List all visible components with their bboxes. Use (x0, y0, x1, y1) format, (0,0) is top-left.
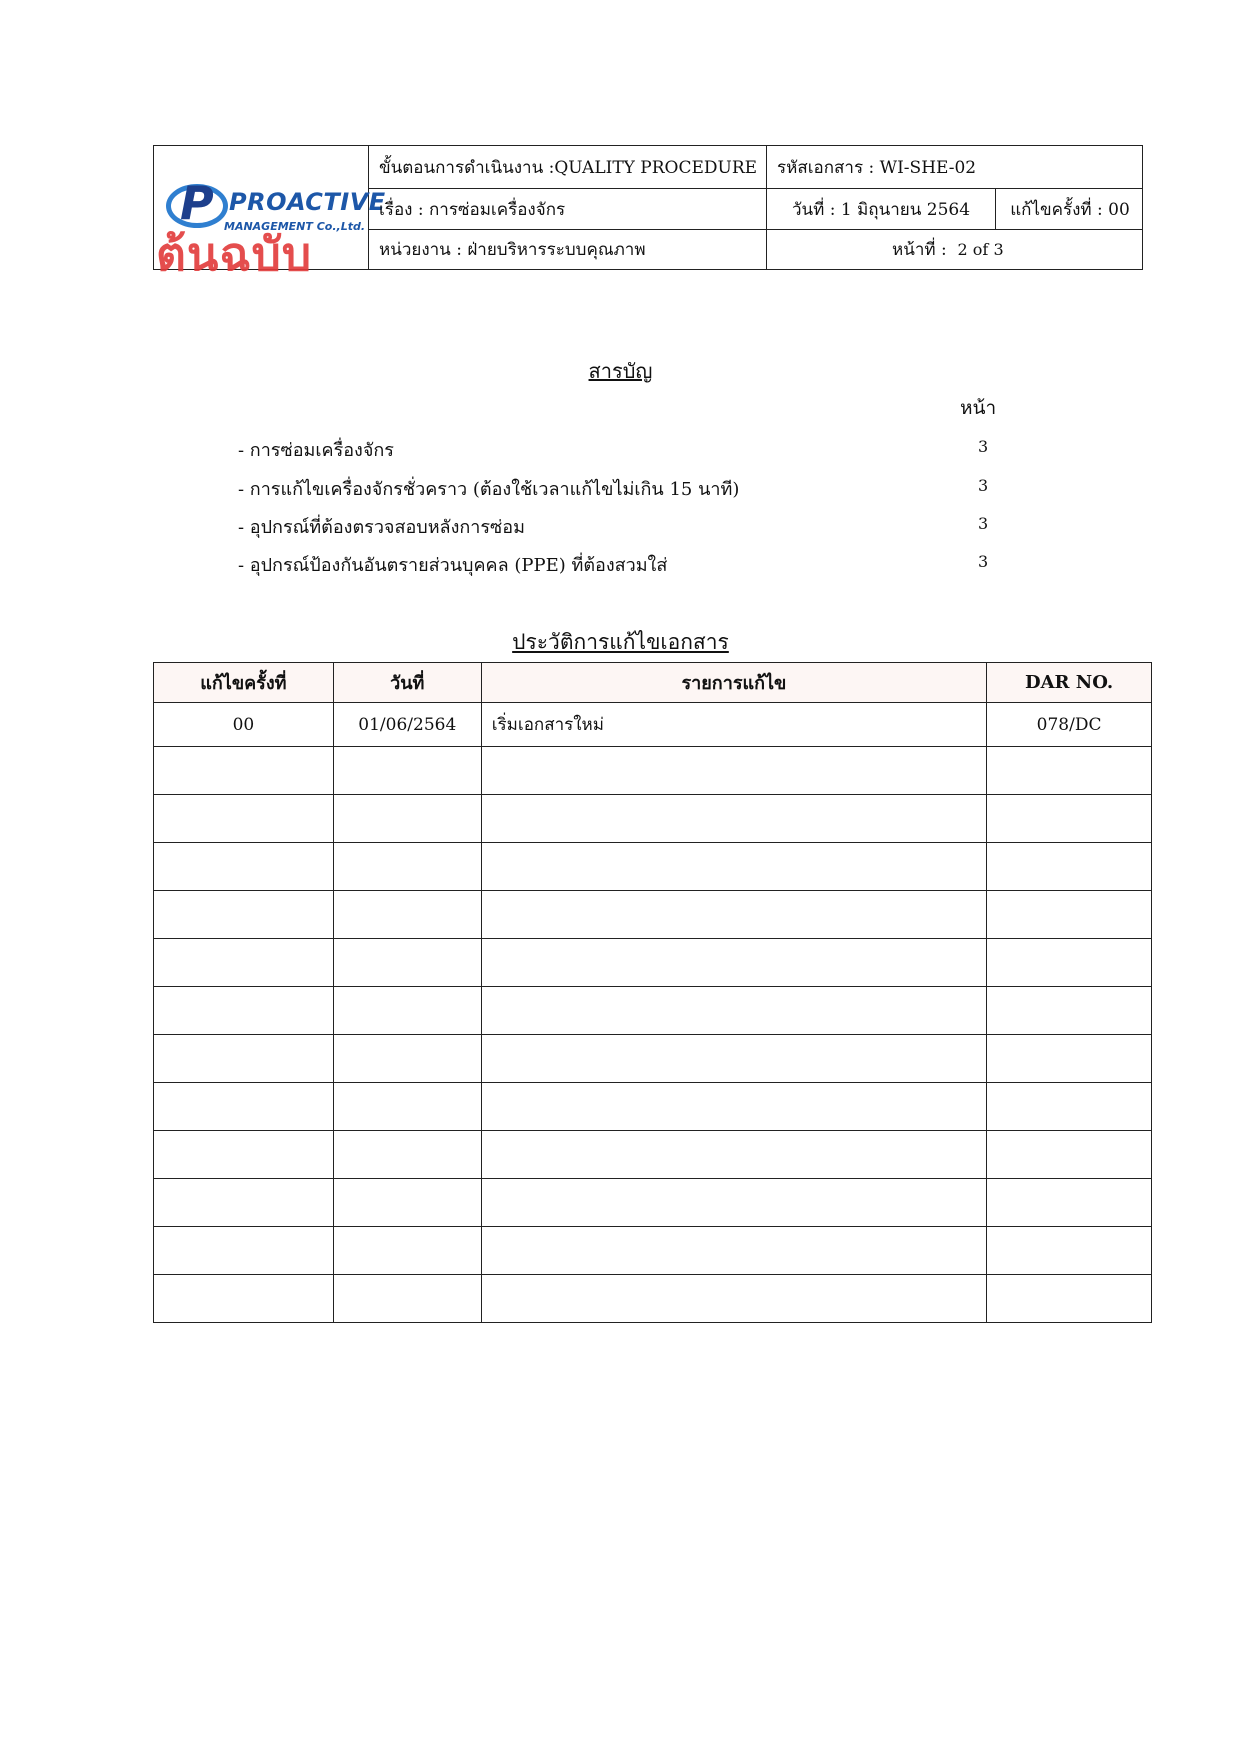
page-number (766, 230, 1144, 269)
table-row (154, 1275, 1152, 1323)
cell-date (333, 1227, 481, 1275)
cell-dar-no (987, 1083, 1152, 1131)
toc-item-page: 3 (978, 476, 989, 495)
revision-history-body (154, 703, 1152, 1323)
table-row (154, 795, 1152, 843)
cell-date (333, 1035, 481, 1083)
revision-history-table (153, 662, 1152, 1323)
column-header-revision: แก้ไขครั้งที่ (154, 663, 334, 703)
cell-date (333, 939, 481, 987)
cell-description (481, 795, 986, 843)
document-header (153, 145, 1143, 281)
toc-page-header: หน้า (960, 397, 997, 419)
table-row (154, 1227, 1152, 1275)
cell-date (333, 795, 481, 843)
cell-revision (154, 1275, 334, 1323)
revision-number: แก้ไขครั้งที่ : 00 (995, 189, 1144, 229)
cell-revision (154, 795, 334, 843)
column-header-description: รายการแก้ไข (481, 663, 986, 703)
cell-date (333, 891, 481, 939)
toc-item: - อุปกรณ์ที่ต้องตรวจสอบหลังการซ่อม (238, 517, 525, 538)
cell-description (481, 1035, 986, 1083)
table-row (154, 843, 1152, 891)
cell-revision (154, 747, 334, 795)
cell-date (333, 747, 481, 795)
cell-date (333, 1083, 481, 1131)
cell-dar-no (987, 1035, 1152, 1083)
column-header-date: วันที่ (333, 663, 481, 703)
cell-description (481, 1275, 986, 1323)
toc-item: - การแก้ไขเครื่องจักรชั่วคราว (ต้องใช้เวลาแก้ไขไม่เกิน 15 นาที) (238, 479, 740, 500)
logo-brand: PROACTIVE (229, 188, 386, 216)
cell-revision (154, 1179, 334, 1227)
original-stamp: ต้นฉบับ (156, 227, 313, 281)
cell-revision (154, 1227, 334, 1275)
cell-dar-no (987, 987, 1152, 1035)
cell-description (481, 1083, 986, 1131)
cell-date (333, 987, 481, 1035)
subject: เรื่อง : การซ่อมเครื่องจักร (379, 199, 566, 220)
document-code: รหัสเอกสาร : WI-SHE-02 (766, 146, 1144, 188)
cell-revision (154, 1131, 334, 1179)
cell-revision (154, 1083, 334, 1131)
table-row (154, 703, 1152, 747)
cell-dar-no (987, 891, 1152, 939)
cell-description (481, 891, 986, 939)
cell-description (481, 843, 986, 891)
cell-dar-no (987, 1179, 1152, 1227)
table-row (154, 1035, 1152, 1083)
cell-revision (154, 939, 334, 987)
effective-date: วันที่ : 1 มิถุนายน 2564 (766, 189, 995, 229)
table-row (154, 1179, 1152, 1227)
cell-revision (154, 1035, 334, 1083)
company-logo (154, 146, 386, 281)
cell-revision: 00 (154, 703, 334, 747)
cell-dar-no: 078/DC (987, 703, 1152, 747)
cell-date (333, 1131, 481, 1179)
table-header-row (154, 663, 1152, 703)
cell-date (333, 1179, 481, 1227)
logo-brand-sub: MANAGEMENT Co.,Ltd. (224, 220, 366, 233)
table-row (154, 939, 1152, 987)
page-value: 2 of 3 (957, 240, 1004, 259)
logo-letter-icon: P (180, 176, 214, 230)
cell-dar-no (987, 843, 1152, 891)
cell-date (333, 843, 481, 891)
cell-dar-no (987, 795, 1152, 843)
cell-dar-no (987, 1275, 1152, 1323)
table-row (154, 987, 1152, 1035)
toc-title: สารบัญ (588, 359, 653, 383)
cell-revision (154, 891, 334, 939)
toc-item-page: 3 (978, 514, 989, 533)
cell-revision (154, 843, 334, 891)
table-row (154, 747, 1152, 795)
table-row (154, 891, 1152, 939)
cell-dar-no (987, 1227, 1152, 1275)
toc-item: - การซ่อมเครื่องจักร (238, 440, 394, 461)
cell-description (481, 1179, 986, 1227)
cell-description (481, 747, 986, 795)
table-row (154, 1131, 1152, 1179)
page-label: หน้าที่ : (892, 240, 947, 260)
department: หน่วยงาน : ฝ่ายบริหารระบบคุณภาพ (379, 240, 646, 260)
column-header-dar-no: DAR NO. (987, 663, 1152, 703)
cell-description (481, 1131, 986, 1179)
toc-item: - อุปกรณ์ป้องกันอันตรายส่วนบุคคล (PPE) ที่ต้องสวมใส่ (238, 555, 668, 576)
cell-dar-no (987, 1131, 1152, 1179)
toc-item-page: 3 (978, 552, 989, 571)
cell-dar-no (987, 747, 1152, 795)
cell-description (481, 1227, 986, 1275)
procedure-title: ขั้นตอนการดำเนินงาน :QUALITY PROCEDURE (379, 157, 758, 178)
cell-date (333, 1275, 481, 1323)
cell-description (481, 939, 986, 987)
revision-history-title: ประวัติการแก้ไขเอกสาร (512, 630, 729, 654)
cell-revision (154, 987, 334, 1035)
table-row (154, 1083, 1152, 1131)
toc-item-page: 3 (978, 437, 989, 456)
cell-dar-no (987, 939, 1152, 987)
cell-description (481, 987, 986, 1035)
cell-description: เริ่มเอกสารใหม่ (481, 703, 986, 747)
cell-date: 01/06/2564 (333, 703, 481, 747)
